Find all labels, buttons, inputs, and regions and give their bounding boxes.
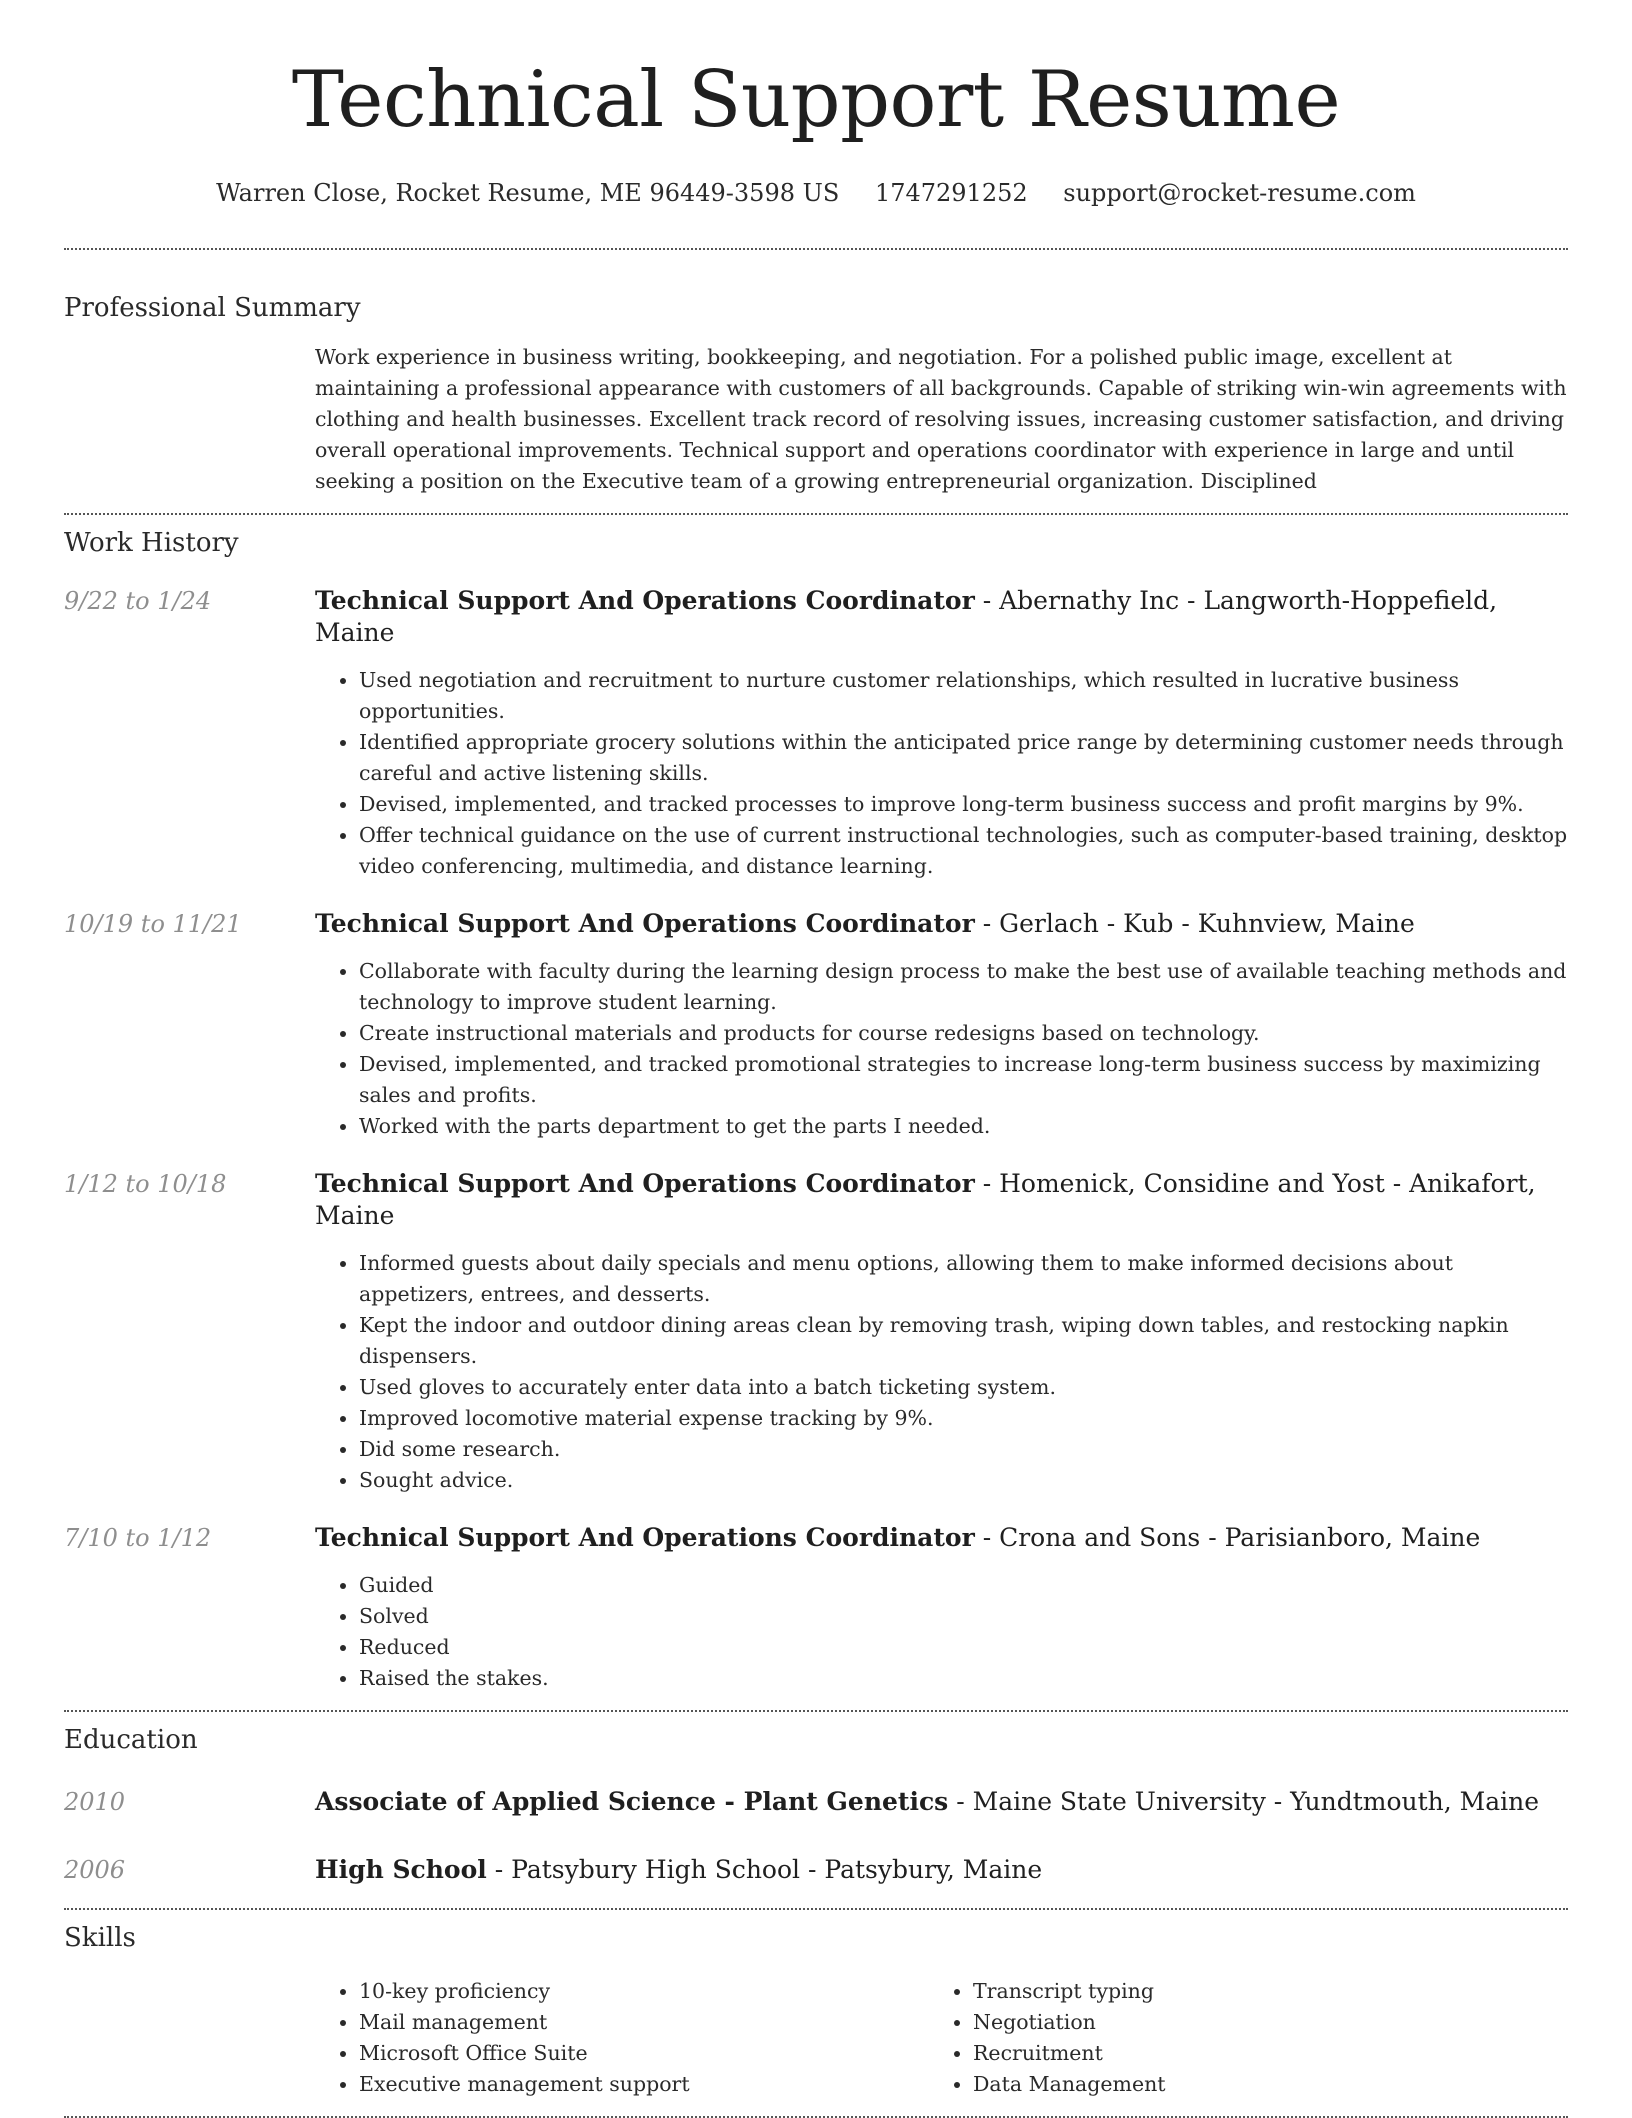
degree-title: High School — [315, 1855, 487, 1884]
bullet-item: • Improved locomotive material expense tracking by 9%. — [359, 1403, 1568, 1434]
education-heading: Education — [64, 1725, 198, 1755]
work-history-heading: Work History — [64, 528, 239, 558]
work-entry-body — [315, 1168, 1568, 1496]
bullet-item: • Raised the stakes. — [359, 1663, 1568, 1694]
bullet-item: • Sought advice. — [359, 1465, 1568, 1496]
bullet-item: • Solved — [359, 1601, 1568, 1632]
work-entry-heading — [315, 908, 1568, 940]
job-title: Technical Support And Operations Coordinator — [315, 909, 975, 938]
work-entry — [64, 1168, 1568, 1496]
skills-list-left — [315, 1976, 929, 2100]
summary-section — [64, 250, 1568, 513]
summary-text: Work experience in business writing, bookkeeping, and negotiation. For a polished public image, excellent at maintaining a professional appearance with customers of all backgrounds. Capable of striking win-win agreements with clothing and health businesses. Excellent track record of resolving issues, increasing customer satisfaction, and driving overall operational improvements. Technical support and operations coordinator with experience in large and until seeking a position on the Executive team of a growing entrepreneurial organization. Disciplined — [315, 345, 1567, 493]
bullet-item: • Devised, implemented, and tracked promotional strategies to increase long-term business success by maximizing sales and profits. — [359, 1049, 1568, 1111]
work-entry-body — [315, 908, 1568, 1142]
bullet-item: • Informed guests about daily specials and menu options, allowing them to make informed decisions about appetizers, entrees, and desserts. — [359, 1248, 1568, 1310]
skill-item: • Mail management — [359, 2007, 929, 2038]
bullet-item: • Used gloves to accurately enter data into a batch ticketing system. — [359, 1372, 1568, 1403]
contact-line — [64, 178, 1568, 208]
bullet-item: • Reduced — [359, 1632, 1568, 1663]
work-entry-dates: 1/12 to 10/18 — [64, 1170, 227, 1198]
skill-item: • 10-key proficiency — [359, 1976, 929, 2007]
work-entry-dates: 9/22 to 1/24 — [64, 587, 212, 615]
skill-item: • Negotiation — [973, 2007, 1473, 2038]
job-title: Technical Support And Operations Coordinator — [315, 1523, 975, 1552]
work-entry-heading — [315, 585, 1568, 649]
education-entry — [64, 1786, 1568, 1818]
bullet-item: • Guided — [359, 1570, 1568, 1601]
resume-title: Technical Support Resume — [291, 55, 1341, 145]
degree-title: Associate of Applied Science - Plant Genetics — [315, 1787, 949, 1816]
bullet-item: • Used negotiation and recruitment to nurture customer relationships, which resulted in lucrative business opportunities. — [359, 665, 1568, 727]
bullet-item: • Offer technical guidance on the use of current instructional technologies, such as computer-based training, desktop video conferencing, multimedia, and distance learning. — [359, 820, 1568, 882]
work-entry-bullets — [315, 956, 1568, 1142]
work-entry-dates: 7/10 to 1/12 — [64, 1524, 212, 1552]
work-entry — [64, 585, 1568, 882]
work-entry — [64, 1522, 1568, 1694]
skills-list-right — [929, 1976, 1473, 2100]
work-entry-heading — [315, 1168, 1568, 1232]
skills-heading: Skills — [64, 1923, 136, 1953]
work-entry-bullets — [315, 665, 1568, 882]
skill-item: • Executive management support — [359, 2069, 929, 2100]
school-details: - Patsybury High School - Patsybury, Maine — [486, 1855, 1043, 1884]
skills-section — [64, 1910, 1568, 2116]
bullet-item: • Worked with the parts department to get the parts I needed. — [359, 1111, 1568, 1142]
work-entry-body — [315, 1522, 1568, 1694]
job-details: - Crona and Sons - Parisianboro, Maine — [974, 1523, 1481, 1552]
work-entry-bullets — [315, 1570, 1568, 1694]
bullet-item: • Identified appropriate grocery solutions within the anticipated price range by determining customer needs through careful and active listening skills. — [359, 727, 1568, 789]
job-title: Technical Support And Operations Coordinator — [315, 586, 975, 615]
skill-item: • Data Management — [973, 2069, 1473, 2100]
work-entry-bullets — [315, 1248, 1568, 1496]
summary-heading: Professional Summary — [64, 293, 361, 323]
education-entry — [64, 1854, 1568, 1886]
bullet-item: • Collaborate with faculty during the learning design process to make the best use of available teaching methods and technology to improve student learning. — [359, 956, 1568, 1018]
job-details: - Abernathy Inc - Langworth-Hoppefield, Maine — [315, 586, 1498, 647]
work-entry-dates: 10/19 to 11/21 — [64, 910, 242, 938]
bullet-item: • Kept the indoor and outdoor dining areas clean by removing trash, wiping down tables, and restocking napkin dispensers. — [359, 1310, 1568, 1372]
school-details: - Maine State University - Yundtmouth, Maine — [948, 1787, 1540, 1816]
education-heading-line — [315, 1786, 1568, 1818]
skill-item: • Microsoft Office Suite — [359, 2038, 929, 2069]
work-entry-body — [315, 585, 1568, 882]
education-year: 2006 — [64, 1856, 126, 1884]
education-year: 2010 — [64, 1788, 126, 1816]
work-history-section — [64, 515, 1568, 1710]
job-details: - Homenick, Considine and Yost - Anikafort, Maine — [315, 1169, 1536, 1230]
work-entry-heading — [315, 1522, 1568, 1554]
education-heading-line — [315, 1854, 1568, 1886]
bullet-item: • Devised, implemented, and tracked processes to improve long-term business success and profit margins by 9%. — [359, 789, 1568, 820]
skills-columns — [315, 1976, 1568, 2116]
contact-email: support@rocket-resume.com — [1063, 179, 1416, 207]
education-section — [64, 1712, 1568, 1908]
bullet-item: • Did some research. — [359, 1434, 1568, 1465]
contact-phone: 1747291252 — [874, 179, 1028, 207]
skill-item: • Transcript typing — [973, 1976, 1473, 2007]
skill-item: • Recruitment — [973, 2038, 1473, 2069]
contact-address: Warren Close, Rocket Resume, ME 96449-3598 US — [216, 179, 840, 207]
bullet-item: • Create instructional materials and products for course redesigns based on technology. — [359, 1018, 1568, 1049]
job-title: Technical Support And Operations Coordinator — [315, 1169, 975, 1198]
work-entry — [64, 908, 1568, 1142]
job-details: - Gerlach - Kub - Kuhnview, Maine — [974, 909, 1415, 938]
